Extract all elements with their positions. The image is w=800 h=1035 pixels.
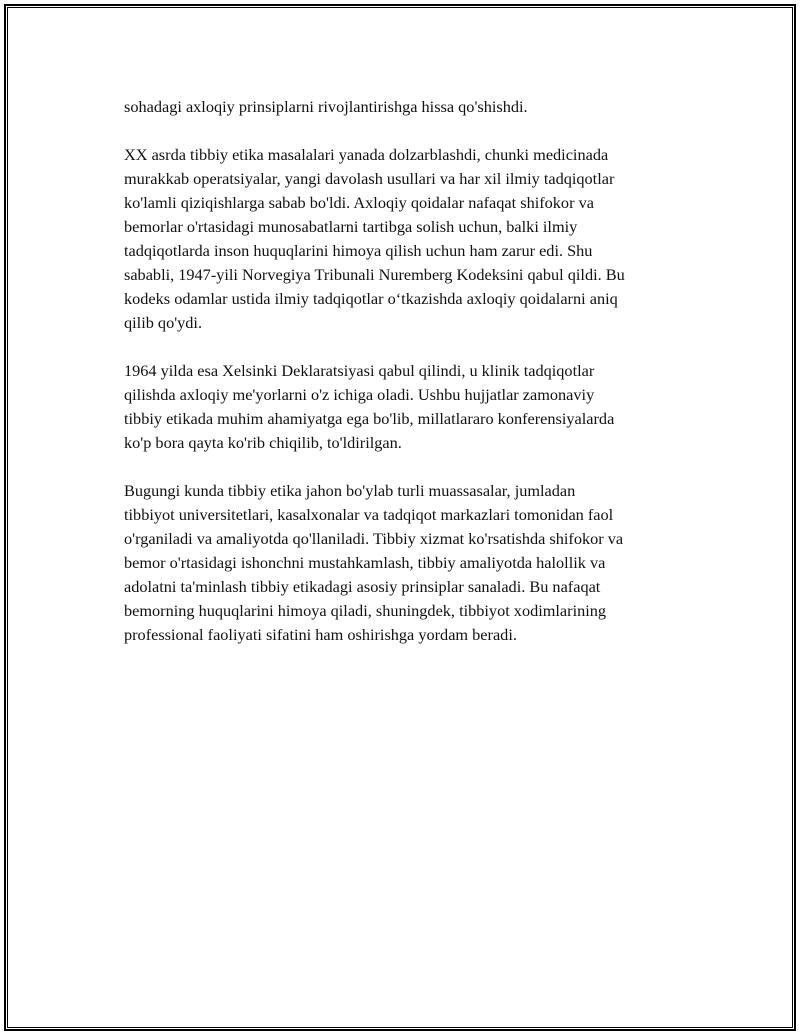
text-line: 1964 yilda esa Xelsinki Deklaratsiyasi qabul qilindi, u klinik tadqiqotlar xyxy=(124,361,595,380)
text-line: bemorning huquqlarini himoya qiladi, shuningdek, tibbiyot xodimlarining xyxy=(124,601,607,620)
text-line: adolatni ta'minlash tibbiy etikadagi asosiy prinsiplar sanaladi. Bu nafaqat xyxy=(124,577,601,596)
paragraph-1 xyxy=(124,95,699,119)
text-line: qilishda axloqiy me'yorlarni o'z ichiga oladi. Ushbu hujjatlar zamonaviy xyxy=(124,385,595,404)
document-body xyxy=(124,95,699,671)
text-line: ko'p bora qayta ko'rib chiqilib, to'ldirilgan. xyxy=(124,433,402,452)
text-line: bemorlar o'rtasidagi munosabatlarni tartibga solish uchun, balki ilmiy xyxy=(124,217,578,236)
text-line: qilib qo'ydi. xyxy=(124,313,203,332)
text-line: tibbiy etikada muhim ahamiyatga ega bo'lib, millatlararo konferensiyalarda xyxy=(124,409,615,428)
document-page xyxy=(4,4,796,1031)
paragraph-3 xyxy=(124,359,699,455)
text-line: o'rganiladi va amaliyotda qo'llaniladi. Tibbiy xizmat ko'rsatishda shifokor va xyxy=(124,529,624,548)
text-line: tibbiyot universitetlari, kasalxonalar va tadqiqot markazlari tomonidan faol xyxy=(124,505,614,524)
text-line: bemor o'rtasidagi ishonchni mustahkamlash, tibbiy amaliyotda halollik va xyxy=(124,553,606,572)
text-line: professional faoliyati sifatini ham oshirishga yordam beradi. xyxy=(124,625,517,644)
text-line: Bugungi kunda tibbiy etika jahon bo'ylab turli muassasalar, jumladan xyxy=(124,481,576,500)
paragraph-2 xyxy=(124,143,699,335)
text-line: sohadagi axloqiy prinsiplarni rivojlantirishga hissa qo'shishdi. xyxy=(124,97,528,116)
text-line: sababli, 1947-yili Norvegiya Tribunali Nuremberg Kodeksini qabul qildi. Bu xyxy=(124,265,625,284)
paragraph-4 xyxy=(124,479,699,647)
text-line: XX asrda tibbiy etika masalalari yanada dolzarblashdi, chunki medicinada xyxy=(124,145,609,164)
text-line: tadqiqotlarda inson huquqlarini himoya qilish uchun ham zarur edi. Shu xyxy=(124,241,593,260)
text-line: ko'lamli qiziqishlarga sabab bo'ldi. Axloqiy qoidalar nafaqat shifokor va xyxy=(124,193,594,212)
text-line: murakkab operatsiyalar, yangi davolash usullari va har xil ilmiy tadqiqotlar xyxy=(124,169,615,188)
text-line: kodeks odamlar ustida ilmiy tadqiqotlar oʻtkazishda axloqiy qoidalarni aniq xyxy=(124,289,618,308)
